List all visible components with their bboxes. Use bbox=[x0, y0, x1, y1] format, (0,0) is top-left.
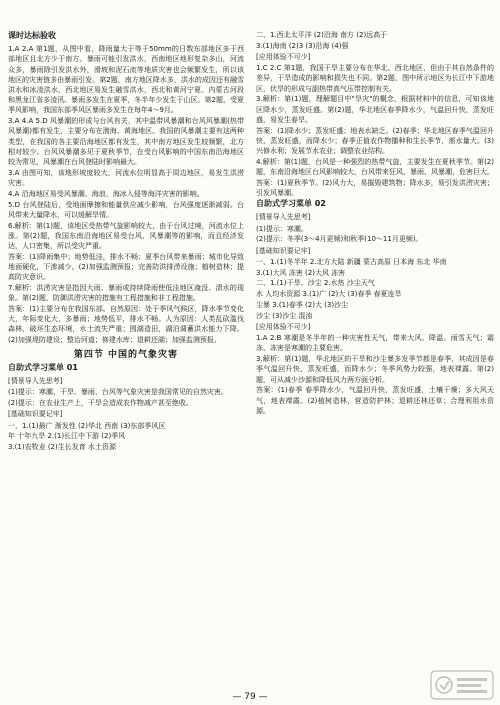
subsection-label: [基础知识要记牢] bbox=[256, 246, 311, 255]
subsection-label: [情景导入先思考] bbox=[256, 213, 311, 222]
answer-paragraph: 二、1.(1)干旱、沙尘 2.水热 沙尘天气 bbox=[256, 279, 375, 288]
answer-paragraph: 1.C 2.C 第1题，我国干旱主要分布在华北、西北地区，但由于其自然条件的差异，干旱造成的影响和损失也不同。第2题，图中所示地区为长江中下游地区，伏旱的形成与副热带高气压带控制有关。 bbox=[256, 64, 494, 93]
left-column bbox=[8, 30, 244, 453]
answer-paragraph: 答案：(1)降雨集中；地势低洼，排水不畅；夏季台风带来暴雨；城市化导致地面硬化，下渗减少。(2)加强监测预报；完善防洪排涝设施；植树造林；提高防灾意识。 bbox=[8, 252, 244, 282]
subsection-label: [基础知识要记牢] bbox=[8, 410, 63, 419]
subsection-label: [应用体验不可少] bbox=[256, 323, 311, 332]
answer-paragraph: 一、1.(1)最广 渐发性 (2)华北 西南 (3)东部季风区 bbox=[8, 421, 166, 430]
answer-paragraph: 3.解析：第(1)题，华北地区的干旱和沙尘暴多发季节都是春季，其成因是春季气温回升快，蒸发旺盛，而降水少；冬季风势力较强，地表裸露。第(2)题，可从减少沙源和降低风力两方面分析。 bbox=[256, 355, 494, 384]
subsection-label: [应用体验不可少] bbox=[256, 53, 311, 61]
subsection-label: [情景导入先思考] bbox=[8, 377, 63, 386]
answer-paragraph: 答案：(1)主要分布在我国东部。自然原因：处于季风气候区，降水季节变化大，年际变化大，多暴雨；地势低平，排水不畅。人为原因：人类乱砍滥伐森林，破坏生态环境，水土流失严重；围湖造田，湖泊调蓄洪水能力下降。(2)加强堤防建设；整治河道；修建水库；退耕还湖；加强监测预报。 bbox=[8, 305, 244, 344]
answer-paragraph: 3.A 4.A 5.D 风暴潮的形成与台风有关，其中温带风暴潮和台风风暴潮(热带风暴潮)都有发生，主要分布在渤海、黄海地区。我国的风暴潮主要有这两种类型，在我国的各主要沿海地区都有发生，其中南方地区发生较频繁，北方相对较少。台风风暴潮多见于夏秋季节，在受台风影响的中国东南沿海地区较为常见，风暴潮在台风登陆时影响最大。 bbox=[8, 117, 244, 167]
answer-paragraph: 沙尘 (3)沙尘 混浊 bbox=[256, 311, 313, 320]
answer-paragraph: 6.解析：第(1)题，该地区受热带气旋影响较大，由于台风过境，河流水位上涨。第(2)题，我国东南沿海地区易受台风、风暴潮等的影响，而且经济发达，人口密集，所以受灾严重。 bbox=[8, 221, 244, 251]
section-heading: 自助式学习菜单 01 bbox=[8, 363, 78, 373]
answer-paragraph: 1.A 2.A 第1题，从图中看，降雨量大于等于50mm的日数东部地区多于西部地区且北方少于南方。暴雨可能引发洪水，西南地区地形复杂多山，河流众多，暴雨除引发洪水外，滑坡和泥石流等地质灾害也会频繁发生，所以该地区的灾害链多由暴雨引发。第2题，南方地区降水多，洪水的成因还有融雪洪水和冰凌洪水，西北地区易发生融雪洪水，西北和黄河宁夏、内蒙古河段和黑龙江省多凌汛。暴雨多发生在夏季，冬半年少发生于山区。第2题，受夏季风影响，我国东部季风区暴雨多发生在每年4～9月。 bbox=[8, 45, 244, 115]
answer-paragraph: 1.A 2.B 寒潮是冬半年的一种灾害性天气，带来大风、降温、雨雪天气；霜冻、冻害是寒潮的主要危害。 bbox=[256, 334, 494, 353]
answer-paragraph: 3.A 由图可知，该地形坡度较大，河流水位明显高于周边地区，易发生洪涝灾害。 bbox=[8, 168, 244, 188]
chapter-title: 第四节 中国的气象灾害 bbox=[73, 349, 179, 360]
section-heading: 课时达标验收 bbox=[8, 31, 56, 40]
page-number-text: — 79 — bbox=[232, 692, 268, 702]
answer-paragraph: 水 人均水资源 3.(1)广 (2)大 (3)春季 春夏连旱 bbox=[256, 290, 402, 299]
answer-paragraph: 答案：(1)降水少；蒸发旺盛；地表水缺乏。(2)春季；华北地区春季气温回升快，蒸发旺盛，而降水少；春季正值农作物播种和生长季节，需水量大。(3)兴修水利；发展节水农业；调整农业结构。 bbox=[256, 126, 494, 156]
answer-paragraph: (1)提示：寒潮、干旱、暴雨、台风等气象灾害是我国常见的自然灾害。 bbox=[8, 388, 228, 397]
answer-paragraph: 5.D 台风登陆后，受地面摩擦和能量供应减少影响，台风强度逐渐减弱。台风带来大量降水，可以缓解旱情。 bbox=[8, 200, 244, 219]
answer-paragraph: 4.解析：第(1)题，台风是一种强烈的热带气旋，主要发生在夏秋季节。第(2)题，东南沿海地区台风影响较大，台风带来狂风、暴雨、风暴潮，危害巨大。 bbox=[256, 157, 494, 177]
answer-paragraph: 二、1.西北太平洋 (2)沿海 南方 (2)远高于 bbox=[256, 31, 388, 39]
section-heading: 自助式学习菜单 02 bbox=[256, 199, 326, 209]
answer-paragraph: 3.(1)海南 (2)3 (3)沿海 (4)强 bbox=[256, 41, 349, 50]
answer-paragraph: 尘暴 3.(1)春季 (2)大 (3)沙尘 bbox=[256, 301, 349, 310]
answer-paragraph: 答案：(1)春季 春季降水少，气温回升快，蒸发旺盛，土壤干燥；多大风天气，地表裸露。(2)植树造林，营造防护林；退耕还林还草；合理利用水资源。 bbox=[256, 386, 494, 415]
answer-paragraph: 一、1.(1)冬半年 2.北方大陆 新疆 蒙古高原 日本海 东北 华南 bbox=[256, 257, 447, 266]
answer-paragraph: (2)提示：在农业生产上，干旱会造成农作物减产甚至绝收。 bbox=[8, 399, 193, 408]
watermark-logo bbox=[430, 670, 494, 700]
answer-paragraph: (2)提示：冬季(3～4月更频)和秋季(10～11月更频)。 bbox=[256, 235, 423, 244]
answer-paragraph: 4.A 沿海地区易受风暴潮、海浪、海冰入侵等海洋灾害的影响。 bbox=[8, 189, 204, 198]
right-column bbox=[256, 30, 494, 417]
answer-paragraph: 3.(1)大风 冻害 (2)大风 冻害 bbox=[256, 268, 346, 277]
answer-paragraph: 3.(1)农牧业 (2)生长发育 水土资源 bbox=[8, 443, 116, 452]
answer-paragraph: 7.解析：洪涝灾害是指因大雨、暴雨或持续降雨使低洼地区淹没、渍水的现象。第(2)题，防御洪涝灾害的措施有工程措施和非工程措施。 bbox=[8, 284, 244, 303]
answer-paragraph: (1)提示：寒潮。 bbox=[256, 224, 308, 233]
answer-paragraph: 答案：(1)夏秋季节。(2)风力大，易摧毁建筑物；降水多，易引发洪涝灾害；引发风暴潮。 bbox=[256, 178, 494, 198]
answer-paragraph: 年 十年九旱 2.(1)长江中下游 (2)季风 bbox=[8, 432, 126, 441]
answer-paragraph: 3.解析：第(1)题，理解题目中"旱灾"的概念，根据材料中的信息，可知该地区降水少，蒸发旺盛。第(2)题，华北地区春季降水少，气温回升快，蒸发旺盛，易发生春旱。 bbox=[256, 95, 494, 124]
page-number bbox=[0, 692, 500, 702]
